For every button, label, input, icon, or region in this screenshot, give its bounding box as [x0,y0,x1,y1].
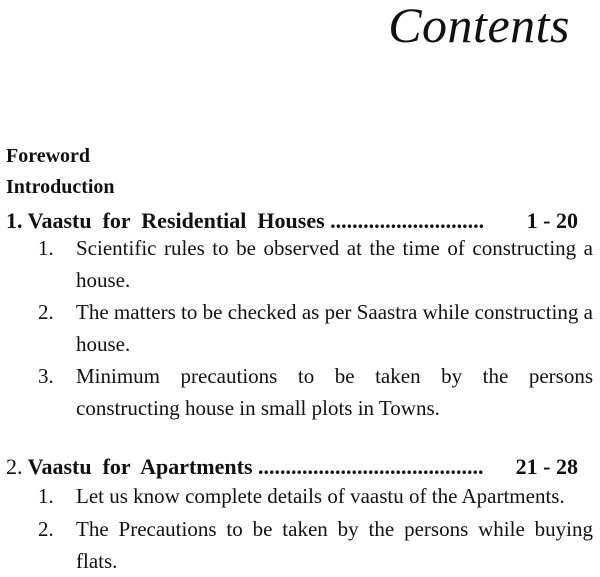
item-number: 1. [38,484,54,508]
item-text: The matters to be checked as per Saastra while constructing a house. [76,300,593,356]
chapter-title: Vaastu for Residential Houses [27,208,325,233]
list-item [38,513,593,577]
list-item [38,480,593,512]
item-number: 3. [38,364,54,388]
chapter-number: 1. [6,208,23,233]
chapter-page-range: 1 - 20 [526,208,578,233]
item-number: 2. [38,300,54,324]
dot-leaders: ......................................... [258,454,484,479]
front-matter-foreword: Foreword [6,145,91,167]
chapter-2-heading [6,456,592,478]
item-text: Minimum precautions to be taken by the persons constructing house in small plots in Towns. [76,364,593,420]
chapter-number: 2. [6,454,23,479]
chapter-title: Vaastu for Apartments [27,454,253,479]
chapter-1-heading [6,210,592,232]
item-number: 1. [38,236,54,260]
dot-leaders: ............................ [330,208,485,233]
item-text: Let us know complete details of vaastu of the Apartments. [76,484,565,508]
list-item [38,360,593,424]
list-item [38,232,593,296]
chapter-page-range: 21 - 28 [515,454,578,479]
item-number: 2. [38,517,54,541]
page-title: Contents [388,0,570,53]
item-text: Scientific rules to be observed at the time of constructing a house. [76,236,593,292]
item-text: The Precautions to be taken by the persons while buying flats. [76,517,593,573]
list-item [38,296,593,360]
front-matter-introduction: Introduction [6,176,115,198]
